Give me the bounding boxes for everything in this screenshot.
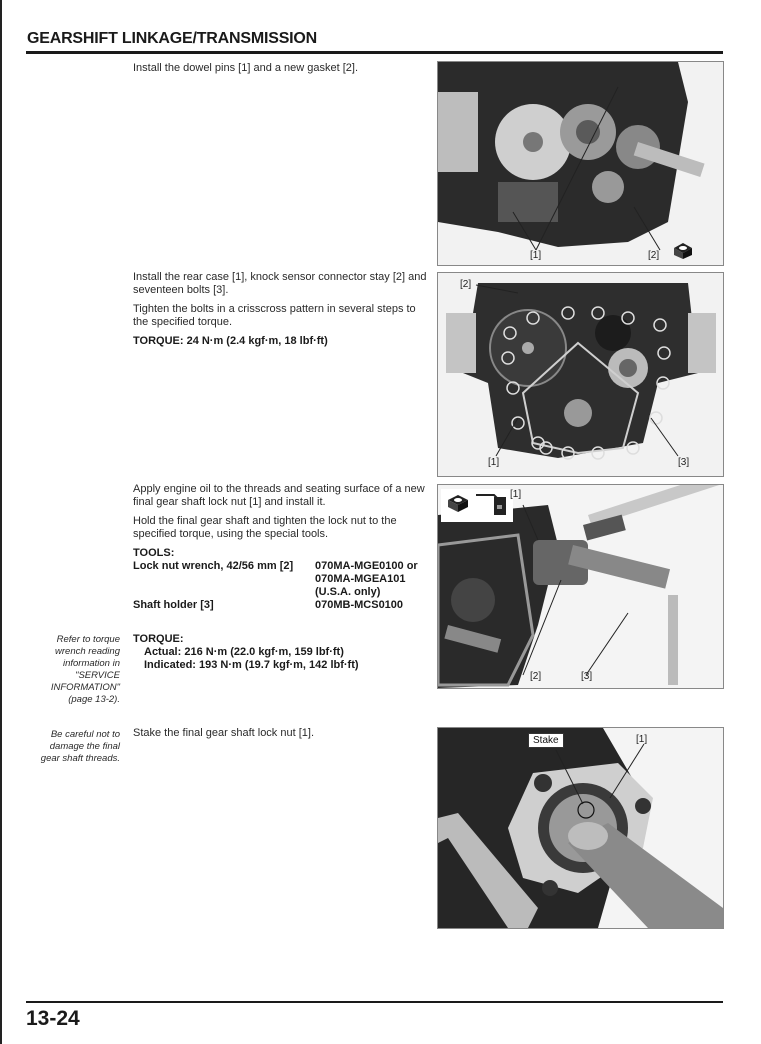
tool-row — [133, 560, 418, 573]
callout-2: [2] — [530, 671, 542, 682]
new-part-icon — [672, 240, 694, 260]
step-1-text — [133, 62, 433, 81]
callout-3: [3] — [678, 457, 690, 468]
page-number: 13-24 — [26, 1007, 80, 1030]
tool-name: Shaft holder [3] — [133, 599, 214, 611]
torque-heading: TORQUE: — [133, 633, 184, 645]
tool-name — [133, 573, 315, 586]
side-note-line: (page 13-2). — [68, 694, 120, 705]
tool-part-number: (U.S.A. only) — [315, 586, 381, 598]
step-1-paragraph: Install the dowel pins [1] and a new gasket [2]. — [133, 62, 359, 74]
callout-3: [3] — [581, 671, 593, 682]
step-2-paragraph-1: Install the rear case [1], knock sensor connector stay [2] and seventeen bolts [3]. — [133, 271, 427, 296]
engine-dowel-pins-photo — [438, 62, 723, 265]
tool-part-number: 070MA-MGE0100 or — [315, 560, 418, 572]
callout-1: [1] — [510, 489, 522, 500]
callout-1: [1] — [488, 457, 500, 468]
tool-part-number: 070MB-MCS0100 — [315, 599, 404, 611]
footer-rule — [26, 1001, 723, 1003]
new-part-icon — [446, 491, 470, 513]
page-title: GEARSHIFT LINKAGE/TRANSMISSION — [27, 30, 318, 47]
side-note-line: wrench reading — [55, 646, 120, 657]
tool-row — [133, 599, 418, 612]
tool-name: Lock nut wrench, 42/56 mm [2] — [133, 560, 294, 572]
figure-step-4 — [437, 727, 724, 929]
tools-table — [133, 560, 418, 612]
title-rule — [26, 51, 723, 54]
tool-part-number: 070MA-MGEA101 — [315, 573, 406, 585]
side-note-line: Be careful not to — [50, 729, 120, 740]
rear-case-bolts-photo — [438, 273, 723, 476]
tool-row — [133, 573, 418, 586]
step-2-torque: TORQUE: 24 N·m (2.4 kgf·m, 18 lbf·ft) — [133, 335, 328, 347]
callout-2: [2] — [460, 279, 472, 290]
figure-step-2 — [437, 272, 724, 477]
side-note-line: gear shaft threads. — [40, 753, 120, 764]
side-note-line: damage the final — [49, 741, 120, 752]
stake-label: Stake — [528, 733, 564, 748]
step-4-paragraph: Stake the final gear shaft lock nut [1]. — [133, 727, 314, 739]
torque-actual: Actual: 216 N·m (22.0 kgf·m, 159 lbf·ft) — [144, 646, 344, 658]
tools-heading: TOOLS: — [133, 547, 175, 559]
tool-row — [133, 586, 418, 599]
step-2-paragraph-2: Tighten the bolts in a crisscross pattern in several steps to the specified torque. — [133, 303, 416, 328]
step-4-text — [133, 727, 433, 746]
stake-caution-side-note — [28, 729, 120, 765]
callout-1: [1] — [636, 734, 648, 745]
callout-2: [2] — [648, 250, 660, 261]
callout-1: [1] — [530, 250, 542, 261]
step-3-torque-block — [133, 633, 433, 672]
oil-icon — [474, 491, 508, 517]
tool-name — [133, 586, 315, 599]
torque-wrench-side-note — [28, 634, 120, 706]
page-left-edge — [0, 0, 2, 1044]
stake-lock-nut-photo — [438, 728, 723, 928]
side-note-line: "SERVICE — [75, 670, 120, 681]
step-3-paragraph-2: Hold the final gear shaft and tighten the lock nut to the specified torque, using the special tools. — [133, 515, 397, 540]
side-note-line: Refer to torque — [56, 634, 120, 645]
side-note-line: INFORMATION" — [50, 682, 120, 693]
step-3-text — [133, 483, 433, 612]
figure-step-3 — [437, 484, 724, 689]
torque-indicated: Indicated: 193 N·m (19.7 kgf·m, 142 lbf·ft) — [144, 659, 359, 671]
side-note-line: information in — [62, 658, 120, 669]
figure-step-1 — [437, 61, 724, 266]
step-2-text — [133, 271, 433, 354]
step-3-paragraph-1: Apply engine oil to the threads and seating surface of a new final gear shaft lock nut [1] and install it. — [133, 483, 425, 508]
